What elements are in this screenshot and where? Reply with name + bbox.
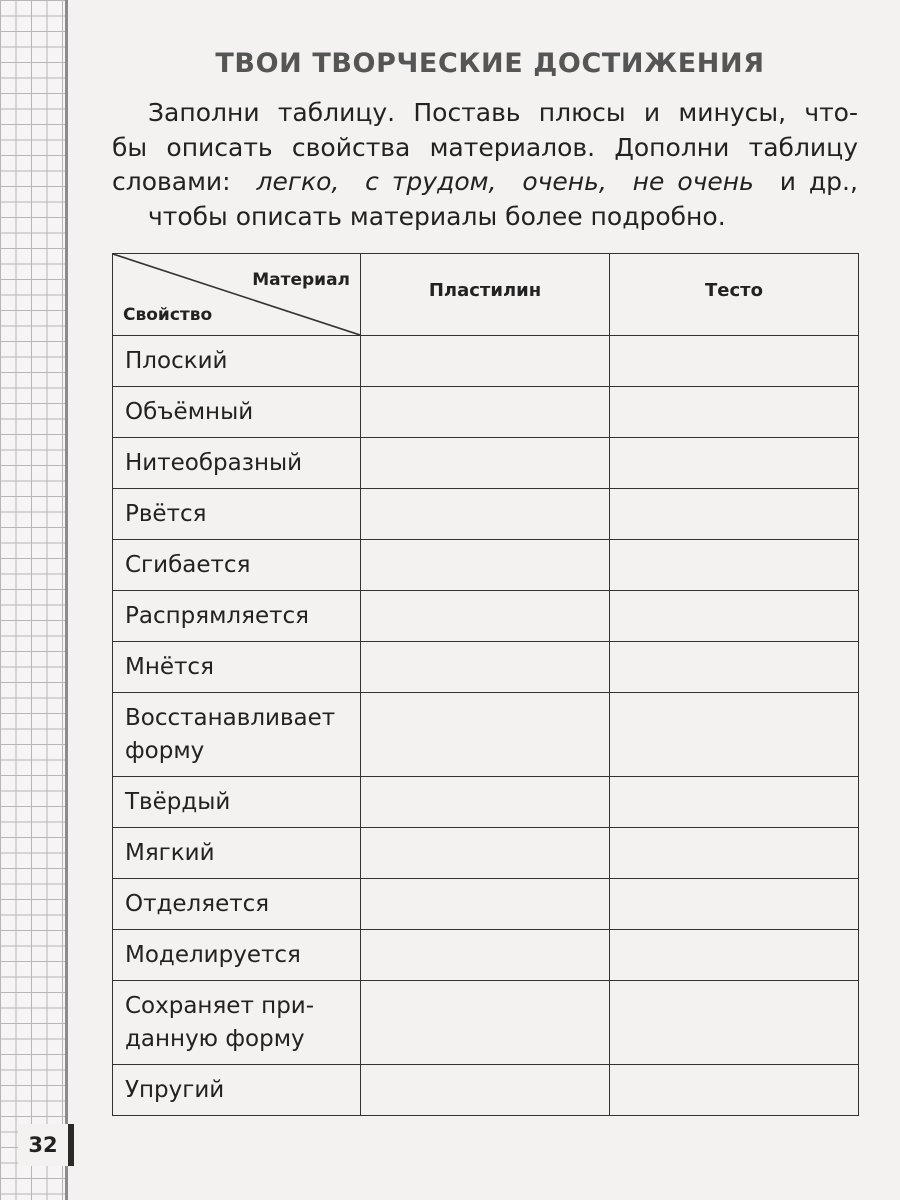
material-header-plasticine: Пластилин <box>361 254 610 336</box>
answer-cell-plasticine[interactable] <box>361 336 610 387</box>
answer-cell-plasticine[interactable] <box>361 879 610 930</box>
page-number <box>18 1124 74 1166</box>
answer-cell-dough[interactable] <box>610 879 859 930</box>
answer-cell-plasticine[interactable] <box>361 489 610 540</box>
property-label-line-2: данную форму <box>125 1025 305 1052</box>
answer-cell-dough[interactable] <box>610 336 859 387</box>
answer-cell-plasticine[interactable] <box>361 642 610 693</box>
answer-cell-dough[interactable] <box>610 981 859 1065</box>
table-row <box>113 540 859 591</box>
table-row <box>113 438 859 489</box>
property-cell <box>113 981 361 1065</box>
table-row <box>113 930 859 981</box>
page-title: ТВОИ ТВОРЧЕСКИЕ ДОСТИЖЕНИЯ <box>215 48 765 79</box>
table-row <box>113 336 859 387</box>
property-cell: Плоский <box>113 336 361 387</box>
property-label-line-1: Восстанавливает <box>125 704 336 731</box>
answer-cell-plasticine[interactable] <box>361 387 610 438</box>
property-cell: Нитеобразный <box>113 438 361 489</box>
material-header-dough: Тесто <box>610 254 859 336</box>
table-row <box>113 693 859 777</box>
answer-cell-dough[interactable] <box>610 387 859 438</box>
word-not-very: не очень <box>632 167 754 196</box>
answer-cell-plasticine[interactable] <box>361 438 610 489</box>
answer-cell-plasticine[interactable] <box>361 981 610 1065</box>
property-cell: Мягкий <box>113 828 361 879</box>
property-cell: Сгибается <box>113 540 361 591</box>
table-header-row <box>113 254 859 336</box>
answer-cell-plasticine[interactable] <box>361 930 610 981</box>
page-number-text: 32 <box>28 1133 58 1157</box>
answer-cell-plasticine[interactable] <box>361 540 610 591</box>
table-row <box>113 387 859 438</box>
word-with-difficulty: с трудом, <box>365 167 497 196</box>
word-very: очень, <box>522 167 607 196</box>
answer-cell-dough[interactable] <box>610 693 859 777</box>
table-row <box>113 642 859 693</box>
word-easy: легко, <box>256 167 340 196</box>
property-cell: Мнётся <box>113 642 361 693</box>
table-row <box>113 1065 859 1116</box>
instructions-text <box>112 96 858 234</box>
answer-cell-plasticine[interactable] <box>361 777 610 828</box>
corner-header-cell <box>113 254 361 336</box>
instructions-line-2: бы описать свойства материалов. Дополни таблицу <box>112 132 858 162</box>
instructions-line-4: чтобы описать материалы более подробно. <box>148 201 726 231</box>
answer-cell-dough[interactable] <box>610 1065 859 1116</box>
answer-cell-dough[interactable] <box>610 777 859 828</box>
material-axis-label: Материал <box>252 270 350 290</box>
property-axis-label: Свойство <box>123 305 213 325</box>
answer-cell-plasticine[interactable] <box>361 828 610 879</box>
table-row <box>113 981 859 1065</box>
properties-table <box>112 253 859 1116</box>
instructions-prefix: словами: <box>112 167 231 196</box>
property-cell: Отделяется <box>113 879 361 930</box>
answer-cell-dough[interactable] <box>610 930 859 981</box>
property-label-line-2: форму <box>125 737 205 764</box>
property-cell: Распрямляется <box>113 591 361 642</box>
answer-cell-dough[interactable] <box>610 489 859 540</box>
property-cell: Твёрдый <box>113 777 361 828</box>
table-row <box>113 591 859 642</box>
answer-cell-dough[interactable] <box>610 642 859 693</box>
answer-cell-dough[interactable] <box>610 540 859 591</box>
instructions-line-1: Заполни таблицу. Поставь плюсы и минусы, что- <box>148 98 858 127</box>
property-label-line-1: Сохраняет при- <box>125 992 315 1019</box>
property-cell: Рвётся <box>113 489 361 540</box>
instructions-suffix: и др., <box>779 167 858 196</box>
graph-paper-margin <box>0 0 68 1200</box>
answer-cell-dough[interactable] <box>610 828 859 879</box>
property-cell: Объёмный <box>113 387 361 438</box>
table-row <box>113 777 859 828</box>
answer-cell-plasticine[interactable] <box>361 693 610 777</box>
table-row <box>113 828 859 879</box>
table-row <box>113 879 859 930</box>
answer-cell-plasticine[interactable] <box>361 1065 610 1116</box>
property-cell: Моделируется <box>113 930 361 981</box>
table-row <box>113 489 859 540</box>
instructions-line-3 <box>112 165 858 200</box>
answer-cell-plasticine[interactable] <box>361 591 610 642</box>
property-cell <box>113 693 361 777</box>
answer-cell-dough[interactable] <box>610 438 859 489</box>
answer-cell-dough[interactable] <box>610 591 859 642</box>
property-cell: Упругий <box>113 1065 361 1116</box>
